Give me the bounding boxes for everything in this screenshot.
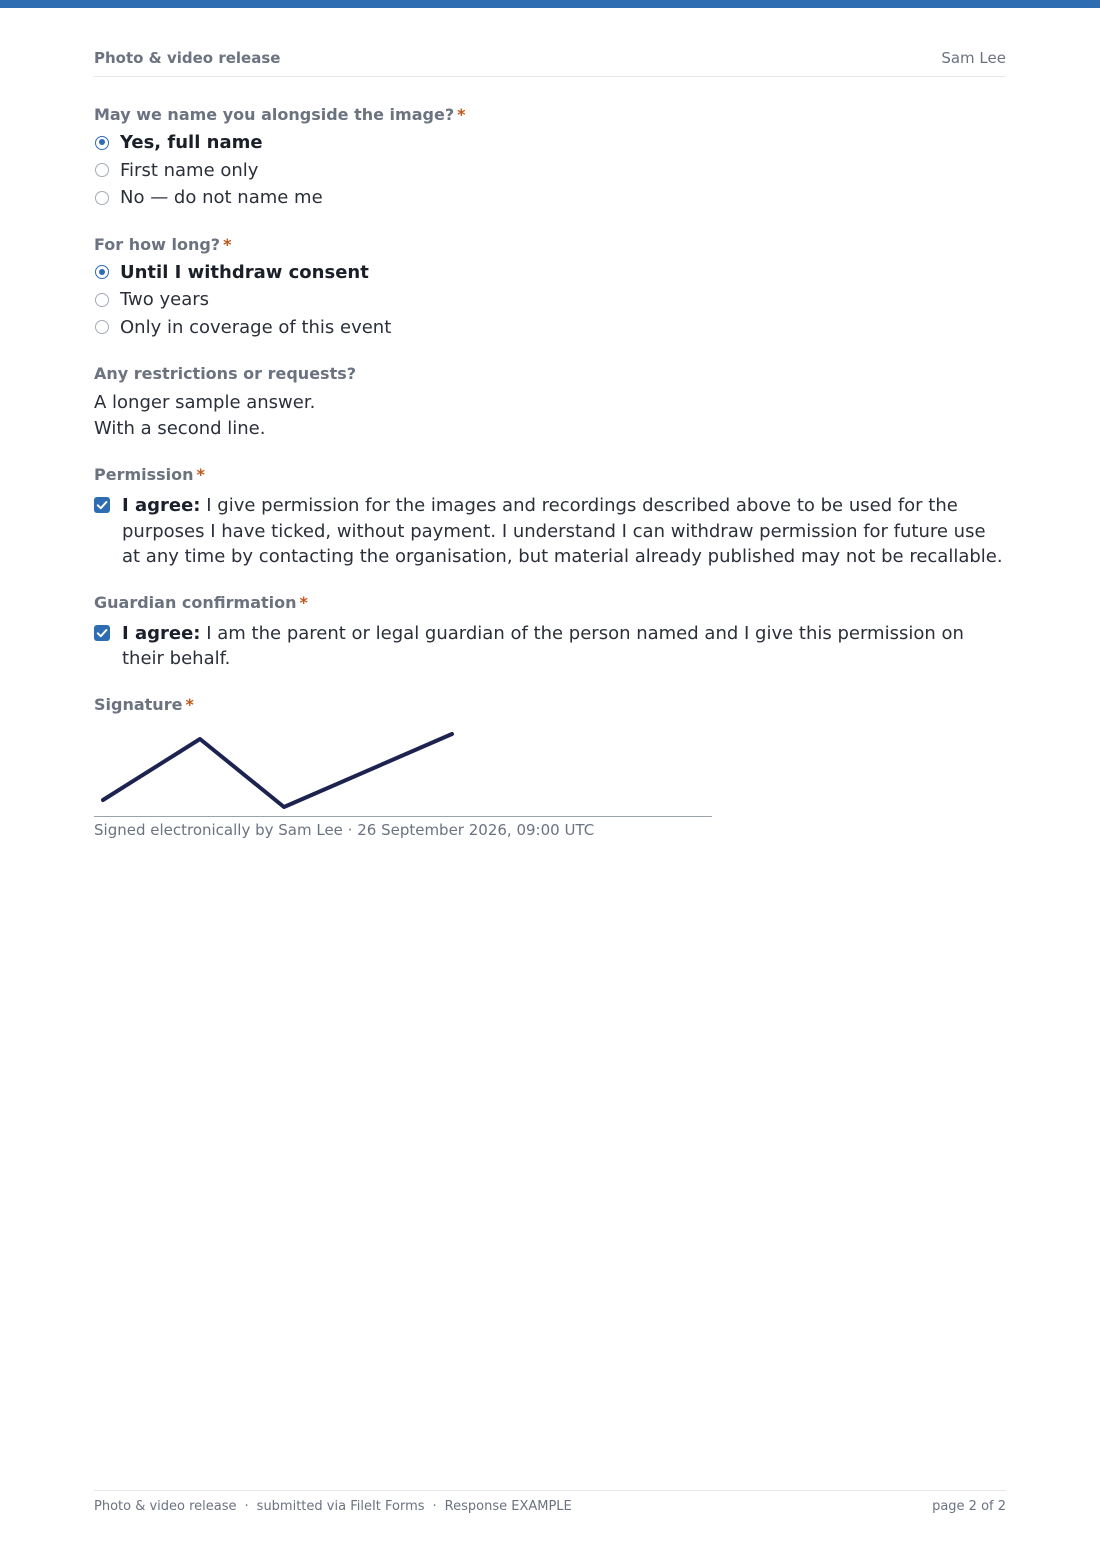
signature-meta: Signed electronically by Sam Lee · 26 September 2026, 09:00 UTC xyxy=(94,820,595,839)
required-mark: * xyxy=(457,105,466,124)
question-label: Guardian confirmation * xyxy=(94,592,308,612)
radio-group xyxy=(94,259,1006,342)
consent-text: I agree: I give permission for the images and recordings described above to be used for the purposes I have ticked, without payment. I understand I can withdraw permission for future use at any time by contacting the organisation, but material already published may not be recallable. xyxy=(122,495,1003,568)
question-guardian xyxy=(94,592,1006,672)
checkbox-checked-icon xyxy=(94,625,110,641)
radio-unselected-icon xyxy=(95,320,109,334)
radio-selected-icon xyxy=(95,265,109,279)
radio-option[interactable]: Yes, full name xyxy=(94,129,1006,157)
footer-info: Photo & video release · submitted via FileIt Forms · Response EXAMPLE xyxy=(94,1499,572,1514)
signature-drawing xyxy=(94,720,712,816)
respondent-name: Sam Lee xyxy=(941,49,1006,67)
question-duration xyxy=(94,234,1006,342)
radio-unselected-icon xyxy=(95,191,109,205)
form-title: Photo & video release xyxy=(94,49,281,67)
required-mark: * xyxy=(196,465,205,484)
required-mark: * xyxy=(185,694,194,714)
top-accent-bar xyxy=(0,0,1100,8)
radio-selected-icon xyxy=(95,136,109,150)
form-response xyxy=(94,104,1006,861)
radio-option[interactable]: Until I withdraw consent xyxy=(94,259,1006,287)
checkbox-checked-icon xyxy=(94,497,110,513)
consent-checkbox[interactable] xyxy=(94,493,1006,570)
radio-option[interactable]: Only in coverage of this event xyxy=(94,314,1006,342)
question-name-usage xyxy=(94,104,1006,212)
required-mark: * xyxy=(299,592,308,612)
question-signature xyxy=(94,694,1006,839)
radio-unselected-icon xyxy=(95,293,109,307)
radio-option[interactable]: First name only xyxy=(94,157,1006,185)
radio-option[interactable]: Two years xyxy=(94,286,1006,314)
page-header xyxy=(94,48,1006,77)
signature-pad xyxy=(94,720,712,817)
question-restrictions xyxy=(94,363,1006,442)
question-label: For how long? * xyxy=(94,234,232,254)
radio-unselected-icon xyxy=(95,163,109,177)
guardian-text: I agree: I am the parent or legal guardian of the person named and I give this permission on their behalf. xyxy=(122,622,964,670)
radio-group xyxy=(94,129,1006,212)
guardian-checkbox[interactable] xyxy=(94,621,1006,672)
question-label: May we name you alongside the image? * xyxy=(94,105,466,124)
text-answer: A longer sample answer. With a second line. xyxy=(94,392,316,439)
question-permission xyxy=(94,464,1006,570)
page-number: page 2 of 2 xyxy=(932,1499,1006,1514)
required-mark: * xyxy=(223,234,232,254)
radio-option[interactable]: No — do not name me xyxy=(94,184,1006,212)
question-label: Any restrictions or requests? xyxy=(94,364,357,383)
page-footer xyxy=(94,1490,1006,1521)
question-label: Permission * xyxy=(94,465,205,484)
question-label: Signature * xyxy=(94,694,194,714)
